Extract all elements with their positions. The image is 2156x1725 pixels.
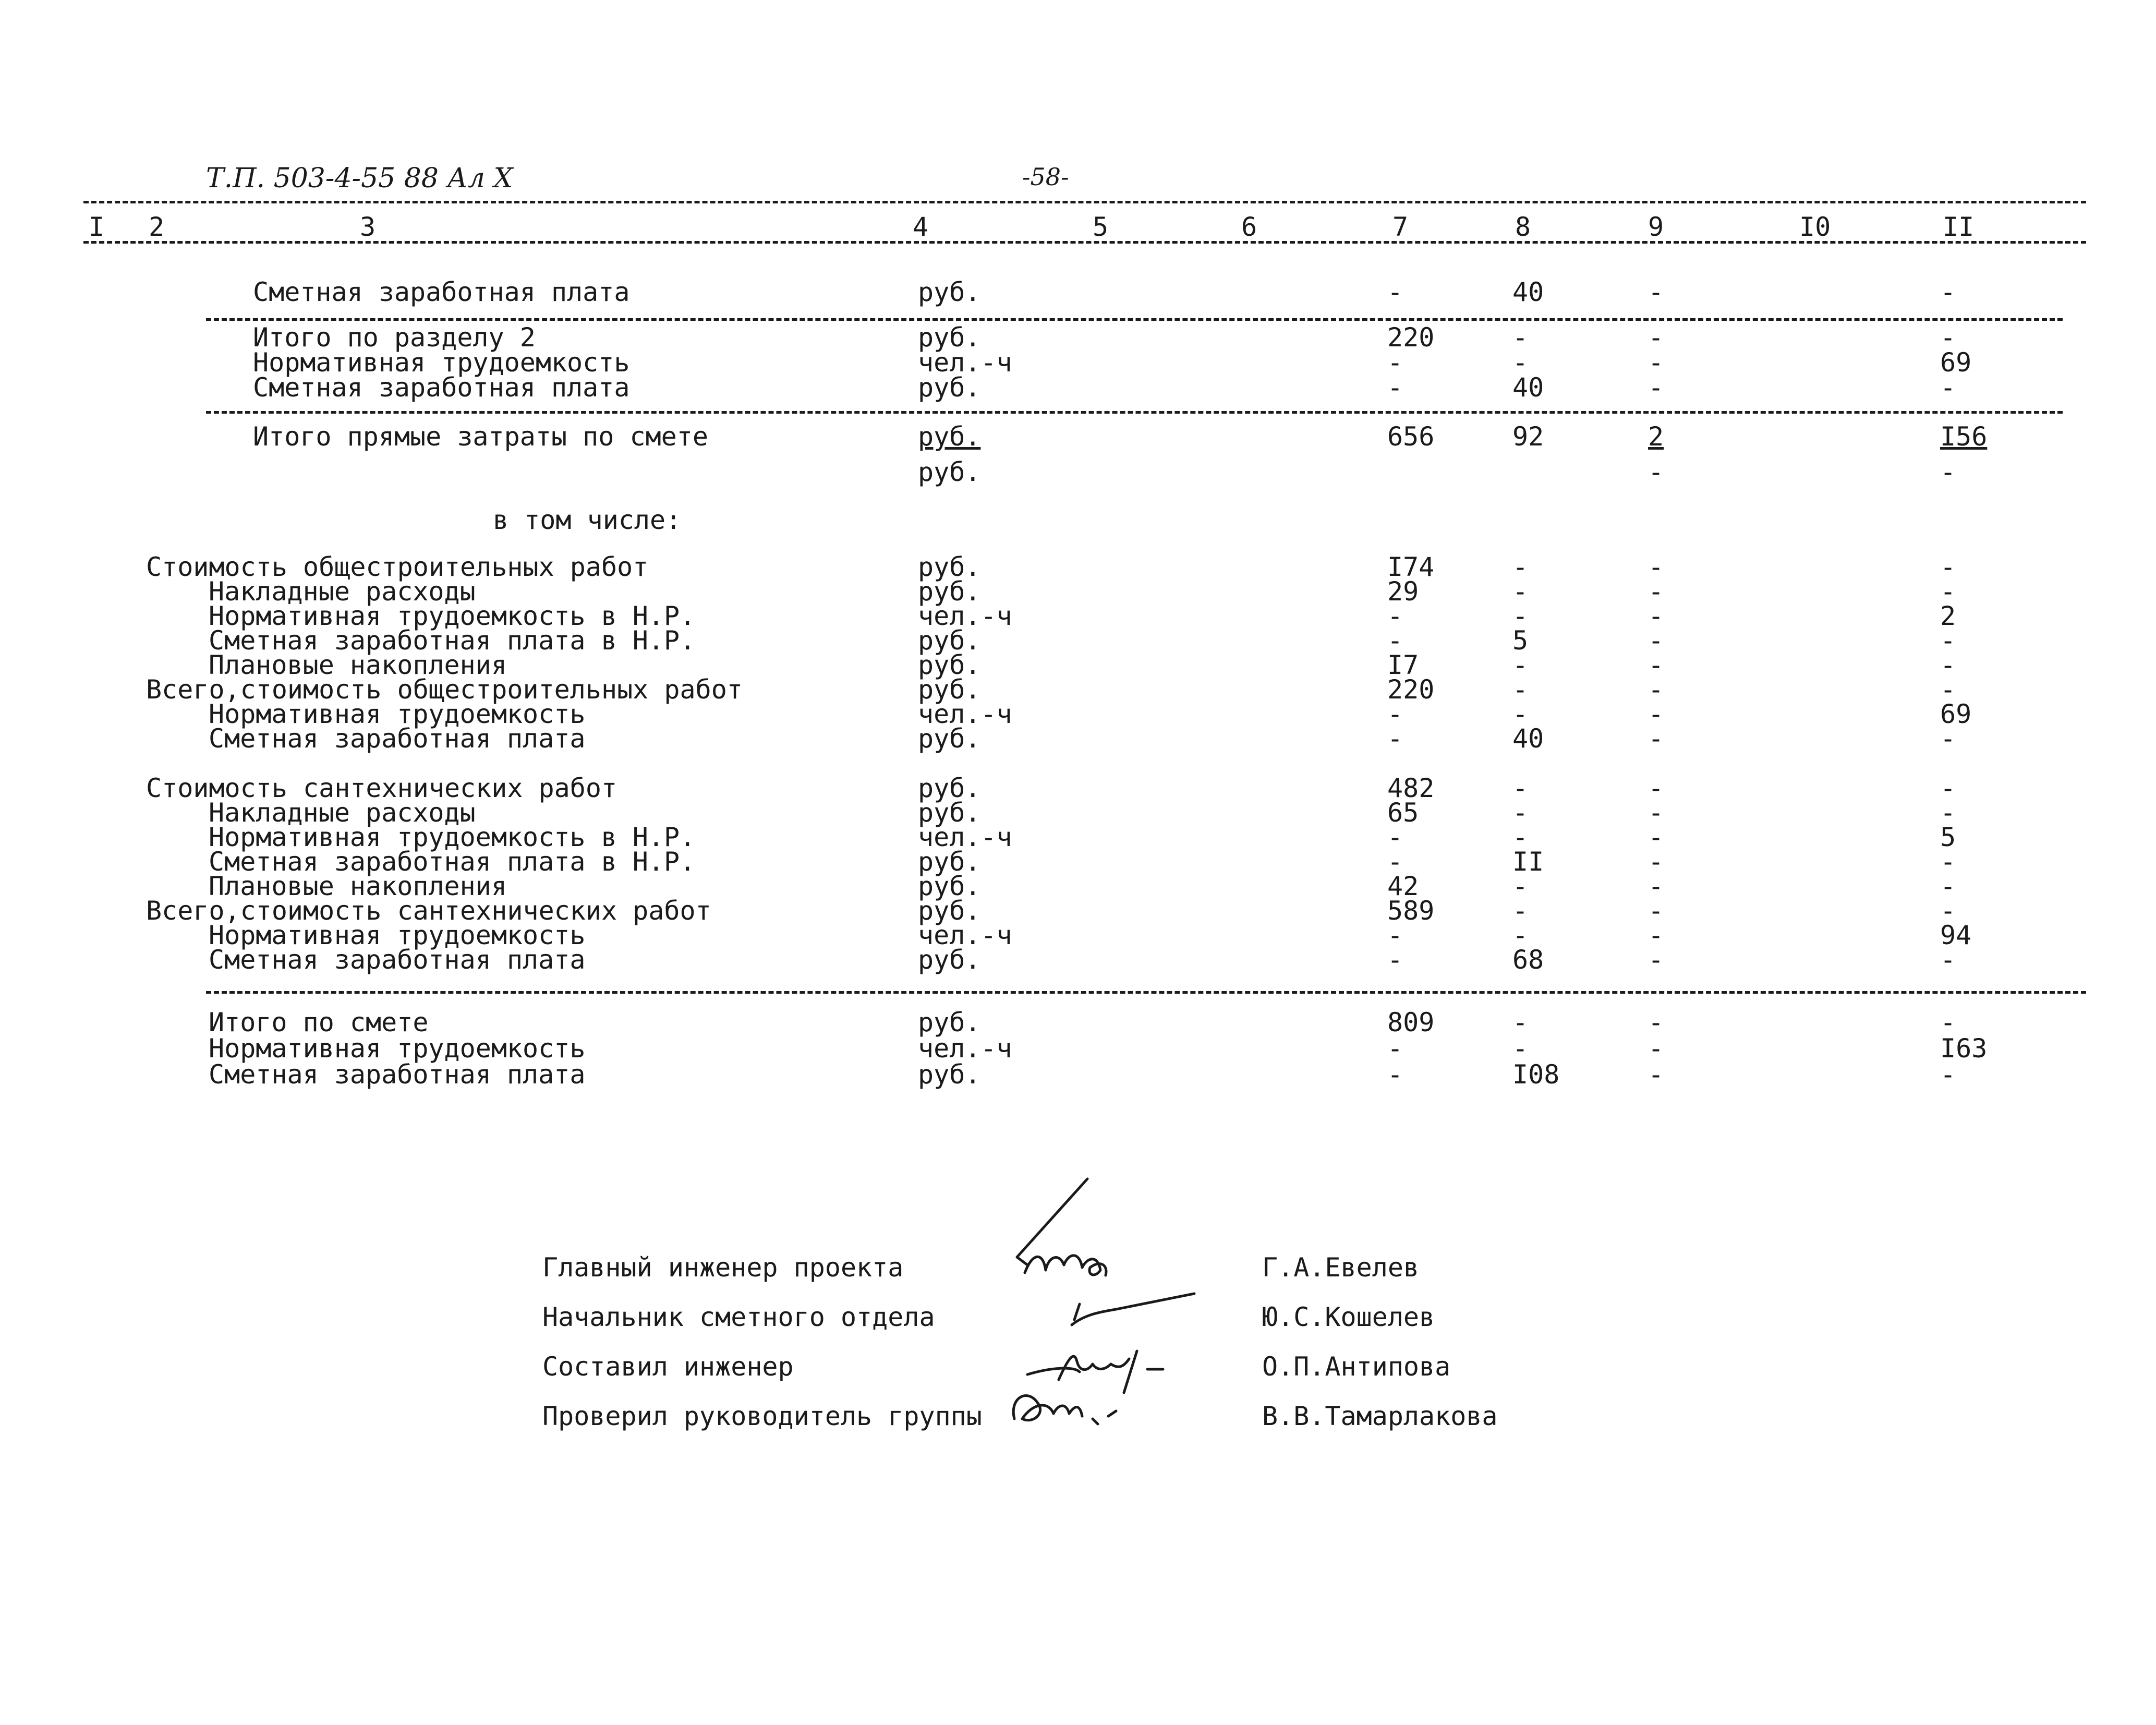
col-number-11: II [1943,212,1975,242]
row-unit: руб. [918,1007,981,1038]
cell-c7: - [1387,601,1403,631]
cell-c8: II [1512,847,1544,877]
col-number-3: 3 [360,212,376,242]
row-label: Плановые накопления [209,871,507,901]
signature-person: В.В.Тамарлакова [1262,1401,1498,1431]
row-unit: руб. [918,896,981,926]
row-unit: руб. [918,372,981,403]
row-unit: руб. [918,847,981,877]
row-label: Стоимость сантехнических работ [146,773,617,803]
cell-c11: 69 [1940,699,1972,729]
cell-c7: - [1387,347,1403,378]
cell-c11: - [1940,650,1956,680]
cell-c11: - [1940,322,1956,353]
cell-c7: - [1387,372,1403,403]
row-unit: руб. [918,945,981,975]
row-unit: руб. [918,322,981,353]
cell-c8: 40 [1512,723,1544,754]
cell-c8: - [1512,1007,1529,1038]
cell-c9: - [1648,920,1664,950]
cell-c7: 220 [1387,674,1435,705]
cell-c9: - [1648,347,1664,378]
cell-c8: - [1512,576,1529,607]
cell-c8: - [1512,920,1529,950]
table-row [0,1007,2156,1038]
cell-c11: - [1940,945,1956,975]
cell-c8: 5 [1512,625,1529,656]
cell-c9: - [1648,847,1664,877]
cell-c9: - [1648,322,1664,353]
row-label: Нормативная трудоемкость [209,699,586,729]
row-unit: руб. [918,457,981,487]
row-unit: руб. [918,277,981,307]
cell-c11: 2 [1940,601,1956,631]
row-unit: чел.-ч [918,1033,1012,1064]
table-row [0,507,2156,533]
cell-c8: - [1512,347,1529,378]
row-label: Сметная заработная плата [209,723,586,754]
cell-c8: - [1512,896,1529,926]
table-row [0,947,2156,973]
cell-c9: - [1648,576,1664,607]
header-rule-top [83,201,2086,203]
cell-c7: - [1387,920,1403,950]
document-code: Т.П. 503-4-55 88 Ал X [206,163,513,194]
cell-c9: - [1648,822,1664,852]
row-unit: руб. [918,552,981,582]
cell-c11: 5 [1940,822,1956,852]
cell-c8: - [1512,773,1529,803]
table-row [0,324,2156,351]
cell-c11: I56 [1940,421,1988,452]
cell-c8: 92 [1512,421,1544,452]
table-row [0,372,2156,403]
col-number-9: 9 [1648,212,1664,242]
row-label: Плановые накопления [209,650,507,680]
cell-c11: - [1940,871,1956,901]
cell-c7: - [1387,625,1403,656]
signature-person: О.П.Антипова [1262,1352,1451,1382]
cell-c7: I74 [1387,552,1435,582]
row-unit: чел.-ч [918,920,1012,950]
cell-c9: - [1648,871,1664,901]
signature-person: Г.А.Евелев [1262,1252,1420,1283]
cell-c8: - [1512,1033,1529,1064]
row-label: Нормативная трудоемкость [253,347,630,378]
row-unit: руб. [918,421,981,452]
cell-c8: 40 [1512,372,1544,403]
row-label: Накладные расходы [209,576,476,607]
cell-c11: - [1940,372,1956,403]
row-label: Сметная заработная плата [209,1059,586,1090]
row-label: Нормативная трудоемкость [209,1033,586,1064]
cell-c7: 589 [1387,896,1435,926]
cell-c8: - [1512,650,1529,680]
row-label: Сметная заработная плата в Н.Р. [209,847,696,877]
table-row [0,1033,2156,1064]
cell-c8: I08 [1512,1059,1560,1090]
cell-c11: - [1940,773,1956,803]
cell-c9: - [1648,798,1664,828]
row-unit: руб. [918,674,981,705]
cell-c7: - [1387,277,1403,307]
cell-c11: - [1940,625,1956,656]
table-row [0,279,2156,305]
cell-c7: - [1387,945,1403,975]
row-unit: руб. [918,576,981,607]
table-row [0,1061,2156,1088]
table-row [0,421,2156,452]
row-label: Стоимость общестроительных работ [146,552,649,582]
signature-role: Составил инженер [542,1352,794,1382]
cell-c11: - [1940,457,1956,487]
row-unit: руб. [918,723,981,754]
row-unit: руб. [918,650,981,680]
col-number-5: 5 [1093,212,1109,242]
row-unit: чел.-ч [918,601,1012,631]
row-label: Итого по разделу 2 [253,322,536,353]
cell-c9: - [1648,601,1664,631]
cell-c9: - [1648,625,1664,656]
cell-c7: I7 [1387,650,1419,680]
row-label: Накладные расходы [209,798,476,828]
handwritten-signatures [996,1174,1215,1434]
row-label: Нормативная трудоемкость в Н.Р. [209,601,696,631]
row-unit: руб. [918,1059,981,1090]
cell-c9: - [1648,1059,1664,1090]
col-number-8: 8 [1515,212,1531,242]
cell-c7: 220 [1387,322,1435,353]
cell-c7: - [1387,723,1403,754]
cell-c11: - [1940,552,1956,582]
cell-c8: 68 [1512,945,1544,975]
cell-c9: - [1648,674,1664,705]
signature-role: Проверил руководитель группы [542,1401,982,1431]
cell-c9: - [1648,896,1664,926]
cell-c9: - [1648,650,1664,680]
cell-c9: - [1648,1007,1664,1038]
col-number-7: 7 [1392,212,1409,242]
cell-c8: - [1512,674,1529,705]
cell-c9: 2 [1648,421,1664,452]
row-label: Сметная заработная плата [253,372,630,403]
row-label: Нормативная трудоемкость [209,920,586,950]
cell-c7: 482 [1387,773,1435,803]
row-label: в том числе: [493,505,682,535]
cell-c8: 40 [1512,277,1544,307]
cell-c8: - [1512,699,1529,729]
cell-c11: I63 [1940,1033,1988,1064]
cell-c11: - [1940,723,1956,754]
cell-c8: - [1512,822,1529,852]
cell-c7: - [1387,1059,1403,1090]
section-divider [206,411,2063,414]
cell-c8: - [1512,601,1529,631]
cell-c9: - [1648,552,1664,582]
cell-c7: 29 [1387,576,1419,607]
col-number-1: I [89,212,105,242]
row-unit: руб. [918,871,981,901]
row-unit: руб. [918,625,981,656]
cell-c11: 94 [1940,920,1972,950]
cell-c7: 42 [1387,871,1419,901]
row-unit: чел.-ч [918,347,1012,378]
cell-c11: - [1940,277,1956,307]
table-row [0,349,2156,376]
cell-c11: - [1940,798,1956,828]
cell-c11: - [1940,1007,1956,1038]
row-unit: чел.-ч [918,699,1012,729]
section-divider [206,318,2063,321]
cell-c8: - [1512,798,1529,828]
cell-c11: - [1940,1059,1956,1090]
cell-c9: - [1648,457,1664,487]
col-number-10: I0 [1799,212,1831,242]
cell-c9: - [1648,945,1664,975]
col-number-6: 6 [1241,212,1257,242]
cell-c9: - [1648,723,1664,754]
cell-c7: - [1387,822,1403,852]
row-unit: чел.-ч [918,822,1012,852]
col-number-2: 2 [149,212,165,242]
cell-c7: 656 [1387,421,1435,452]
table-row [0,459,2156,485]
cell-c8: - [1512,322,1529,353]
page-number: -58- [1022,163,1069,191]
row-label: Всего,стоимость общестроительных работ [146,674,743,705]
row-unit: руб. [918,773,981,803]
header-rule-bottom [83,241,2086,244]
cell-c7: - [1387,1033,1403,1064]
col-number-4: 4 [913,212,929,242]
row-unit: руб. [918,798,981,828]
signature-role: Главный инженер проекта [542,1252,904,1283]
signature-role: Начальник сметного отдела [542,1302,935,1332]
cell-c9: - [1648,699,1664,729]
cell-c7: 65 [1387,798,1419,828]
cell-c11: - [1940,847,1956,877]
row-label: Итого прямые затраты по смете [253,421,708,452]
row-label: Сметная заработная плата [253,277,630,307]
cell-c8: - [1512,871,1529,901]
table-row [0,723,2156,754]
row-label: Сметная заработная плата в Н.Р. [209,625,696,656]
cell-c7: - [1387,699,1403,729]
cell-c7: 809 [1387,1007,1435,1038]
section-divider [206,991,2086,994]
cell-c7: - [1387,847,1403,877]
cell-c9: - [1648,773,1664,803]
cell-c9: - [1648,277,1664,307]
cell-c11: - [1940,576,1956,607]
row-label: Нормативная трудоемкость в Н.Р. [209,822,696,852]
cell-c11: - [1940,674,1956,705]
cell-c8: - [1512,552,1529,582]
row-label: Всего,стоимость сантехнических работ [146,896,711,926]
cell-c11: - [1940,896,1956,926]
row-label: Сметная заработная плата [209,945,586,975]
cell-c9: - [1648,372,1664,403]
cell-c9: - [1648,1033,1664,1064]
signature-person: Ю.С.Кошелев [1262,1302,1435,1332]
cell-c11: 69 [1940,347,1972,378]
row-label: Итого по смете [209,1007,429,1038]
